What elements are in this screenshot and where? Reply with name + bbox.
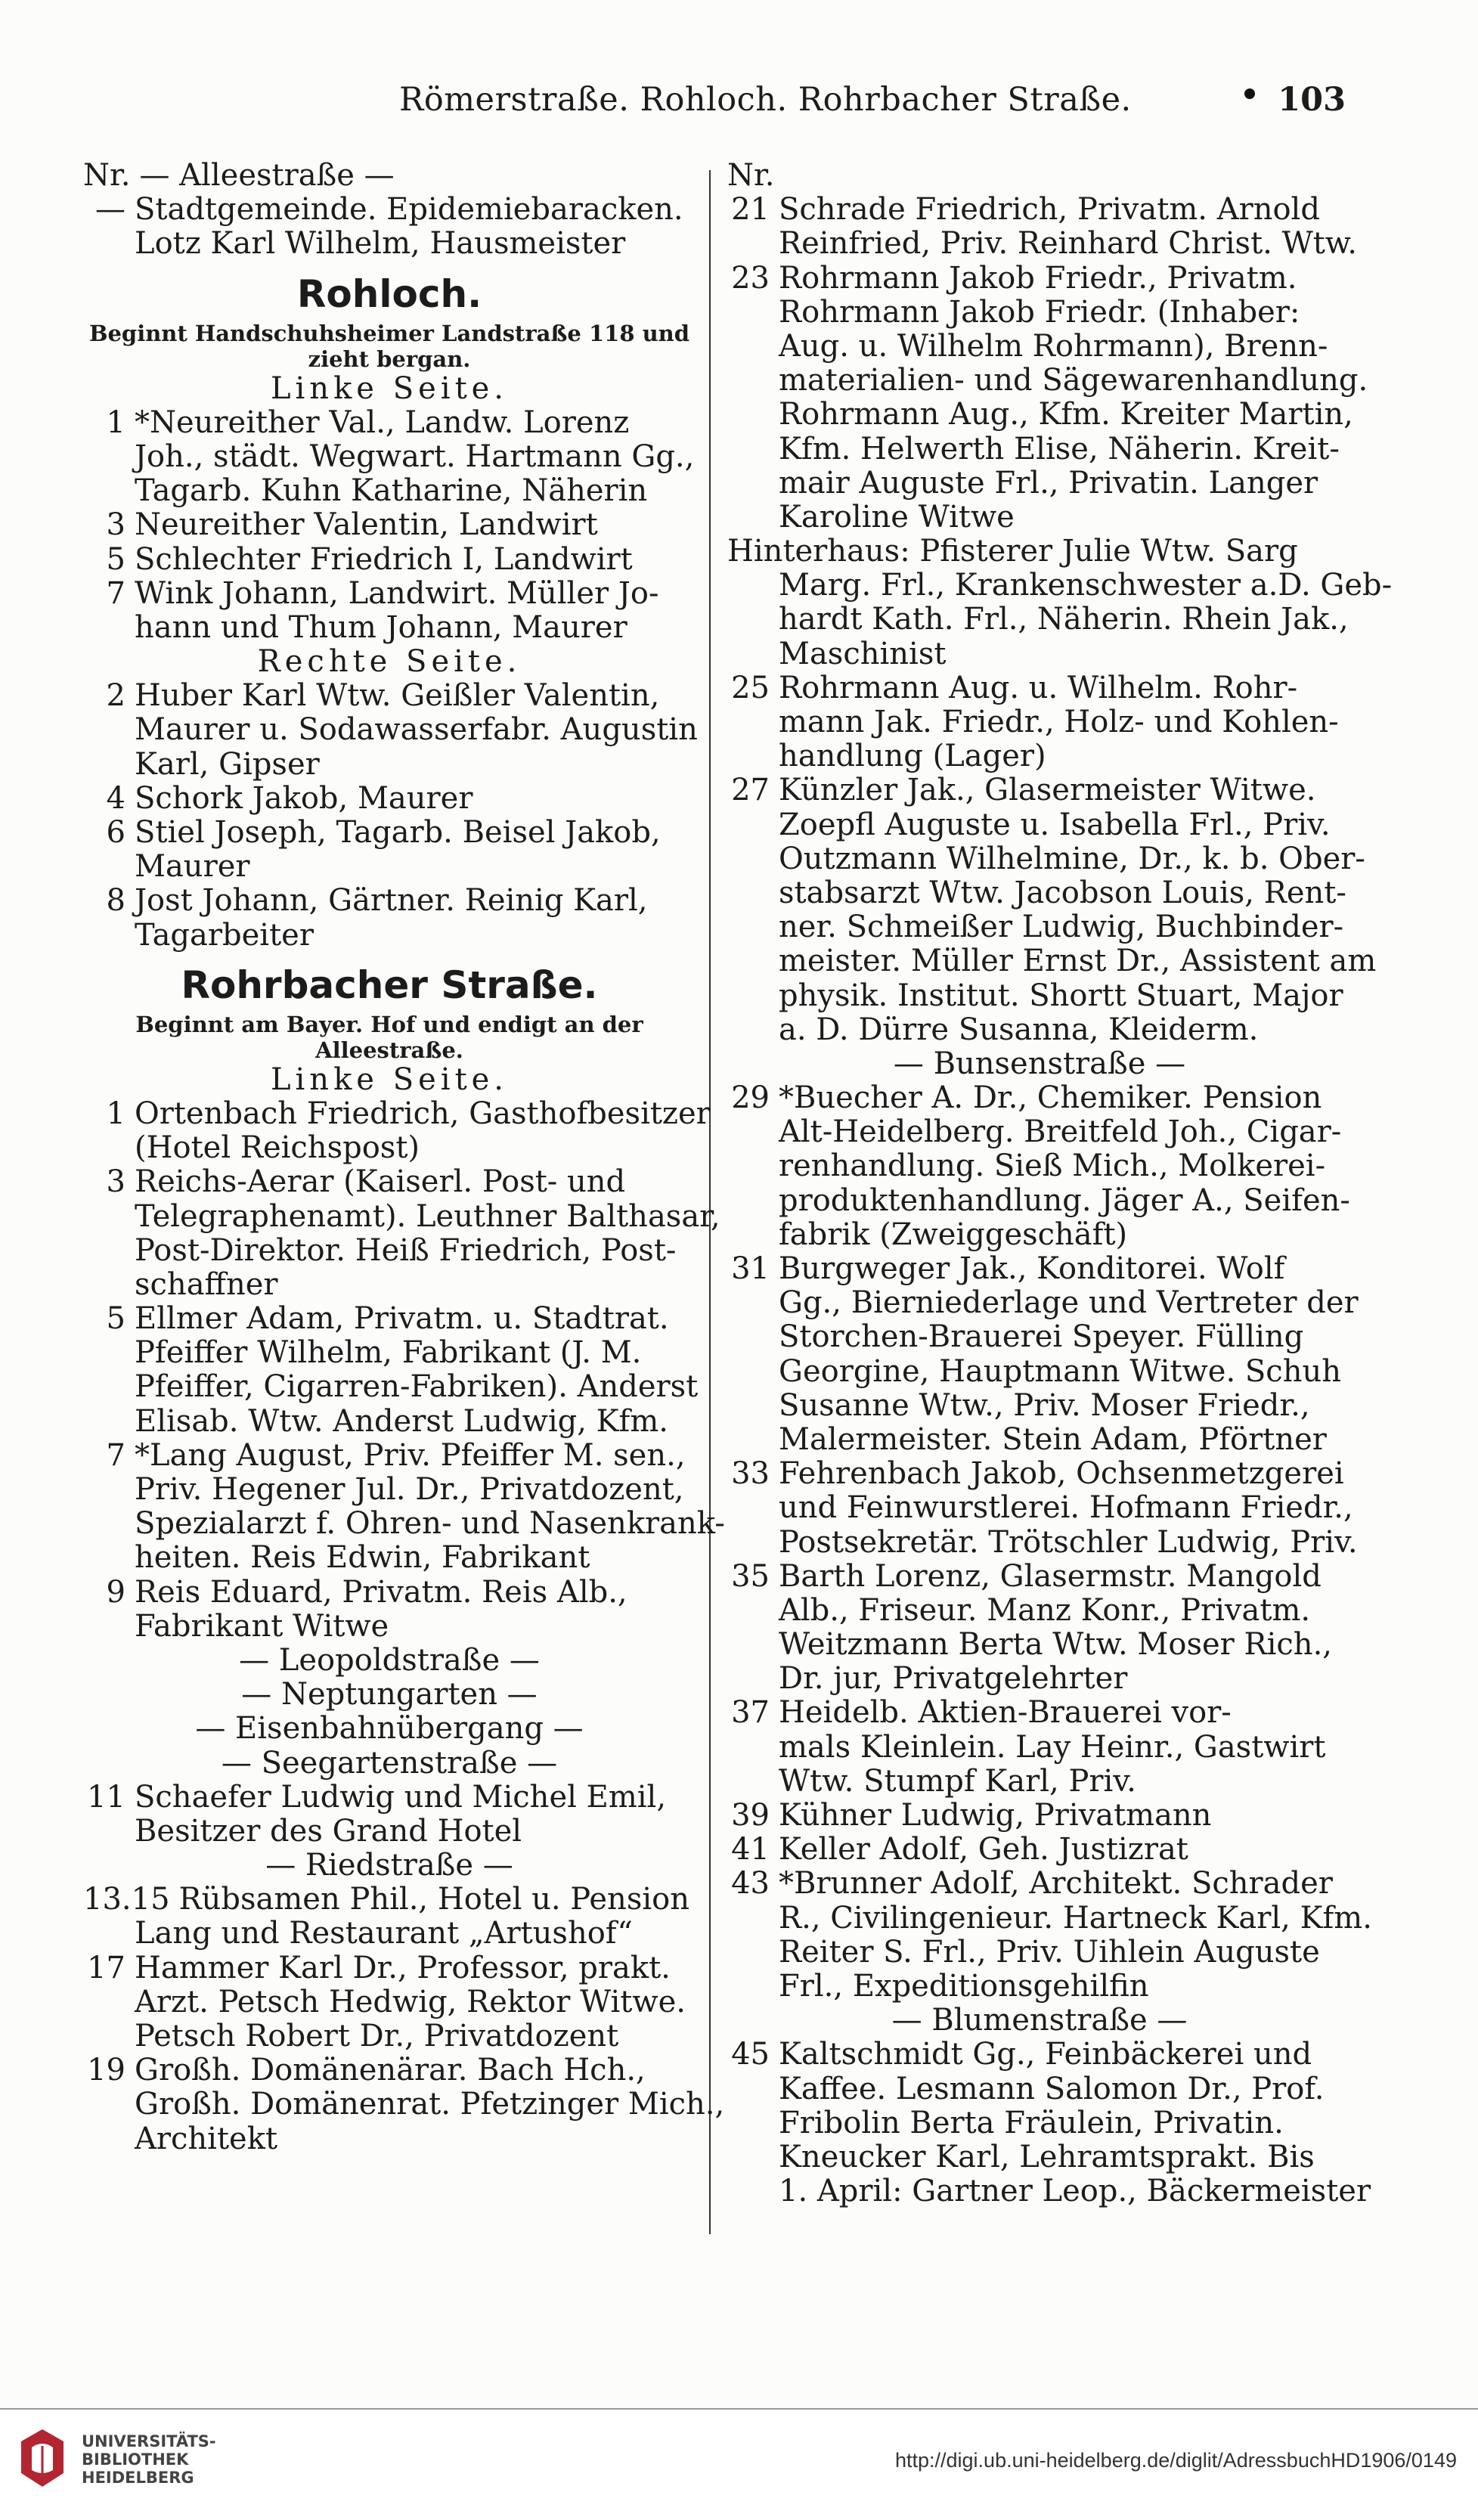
entry-text: physik. Institut. Shortt Stuart, Major	[779, 978, 1343, 1013]
entry-text: Joh., städt. Wegwart. Hartmann Gg.,	[135, 439, 695, 474]
entry-text: fabrik (Zweiggeschäft)	[779, 1217, 1128, 1252]
directory-entry-continuation	[727, 979, 1352, 1013]
directory-entry-continuation	[727, 1355, 1352, 1389]
entry-text: und Feinwurstlerei. Hofmann Friedr.,	[779, 1490, 1353, 1526]
entry-text: Maurer	[135, 849, 250, 885]
entry-text: Tagarbeiter	[135, 917, 314, 953]
directory-entry-continuation	[727, 466, 1352, 501]
directory-entry	[83, 543, 696, 577]
logo-line-3: HEIDELBERG	[82, 2469, 194, 2487]
entry-text: mann Jak. Friedr., Holz- und Kohlen-	[779, 705, 1339, 739]
directory-entry-continuation	[83, 1610, 696, 1644]
directory-entry-continuation	[727, 1524, 1358, 1560]
logo-text	[82, 2432, 216, 2487]
directory-entry-continuation	[727, 944, 1377, 979]
logo-line-1: UNIVERSITÄTS-	[82, 2432, 216, 2450]
directory-entry	[727, 1799, 1352, 1833]
directory-entry	[727, 1457, 1352, 1491]
directory-entry-continuation	[727, 876, 1352, 910]
entry-text: Fribolin Berta Fräulein, Privatin.	[779, 2105, 1284, 2140]
house-number: 3	[106, 1164, 125, 1200]
directory-entry-continuation	[83, 748, 696, 782]
directory-entry-continuation	[83, 2122, 696, 2156]
cross-street-marker	[83, 1712, 696, 1746]
entry-text: Marg. Frl., Krankenschwester a.D. Geb-	[779, 568, 1393, 603]
entry-text: Elisab. Wtw. Anderst Ludwig, Kfm.	[135, 1403, 668, 1439]
entry-text: Susanne Wtw., Priv. Moser Friedr.,	[779, 1387, 1310, 1423]
directory-entry-continuation	[83, 919, 696, 953]
directory-entry-continuation	[83, 2087, 725, 2122]
entry-text: (Hotel Reichspost)	[135, 1130, 420, 1166]
entry-text: *Buecher A. Dr., Chemiker. Pension	[779, 1080, 1322, 1116]
page-header	[68, 72, 1346, 125]
entry-text: Zoepfl Auguste u. Isabella Frl., Priv.	[779, 807, 1331, 842]
directory-entry	[83, 1576, 696, 1610]
entry-text: Reichs-Aerar (Kaiserl. Post- und	[135, 1164, 626, 1200]
entry-text: Huber Karl Wtw. Geißler Valentin,	[135, 678, 660, 714]
entry-text: mair Auguste Frl., Privatin. Langer	[779, 465, 1318, 501]
house-number: —	[95, 192, 125, 228]
house-number: 6	[106, 815, 125, 850]
directory-entry-continuation	[83, 474, 696, 508]
directory-entry-continuation	[727, 841, 1365, 876]
directory-entry-continuation	[727, 1662, 1352, 1696]
house-number: Nr.	[727, 158, 775, 193]
entry-text: stabsarzt Wtw. Jacobson Louis, Rent-	[779, 875, 1346, 910]
directory-entry	[83, 884, 696, 918]
entry-text: produktenhandlung. Jäger A., Seifen-	[779, 1183, 1350, 1218]
directory-entry-continuation	[727, 1320, 1352, 1354]
house-number: 7	[106, 1437, 125, 1473]
house-number: 4	[106, 780, 125, 816]
entry-text: Schaefer Ludwig und Michel Emil,	[135, 1779, 667, 1815]
house-number: 31	[731, 1251, 770, 1286]
side-heading-left-rohrbacher: Linke Seite.	[270, 1062, 509, 1097]
directory-entry	[727, 1560, 1352, 1594]
directory-entry	[83, 159, 696, 193]
entry-text: Heidelb. Aktien-Brauerei vor-	[779, 1695, 1232, 1731]
entry-text: Postsekretär. Trötschler Ludwig, Priv.	[779, 1524, 1358, 1560]
house-number: 9	[106, 1574, 125, 1610]
entry-text: Rohrmann Aug., Kfm. Kreiter Martin,	[779, 397, 1353, 432]
directory-entry	[727, 1867, 1352, 1901]
directory-entry-continuation	[727, 501, 1352, 535]
entry-text: Jost Johann, Gärtner. Reinig Karl,	[135, 883, 648, 919]
directory-entry-rear-building	[727, 535, 1352, 569]
entry-text: materialien- und Sägewarenhandlung.	[779, 363, 1368, 398]
directory-entry	[727, 262, 1352, 296]
cross-street-label: — Seegartenstraße —	[221, 1745, 558, 1781]
section-heading-rohrbacher: Rohrbacher Straße.	[181, 962, 598, 1007]
entry-text: Maurer u. Sodawasserfabr. Augustin	[135, 712, 698, 748]
house-number: 5	[106, 1301, 125, 1337]
directory-entry-continuation	[727, 1594, 1352, 1628]
directory-entry-continuation	[83, 440, 696, 474]
directory-entry-continuation	[83, 1506, 725, 1542]
entry-text: Fabrikant Witwe	[135, 1608, 389, 1644]
page-footer	[0, 2408, 1478, 2520]
house-number: 8	[106, 883, 125, 919]
entry-text: Kühner Ludwig, Privatmann	[779, 1798, 1212, 1833]
right-column	[727, 158, 1393, 2209]
directory-entry	[83, 782, 696, 816]
cross-street-marker	[83, 1849, 696, 1883]
cross-street-label: — Blumenstraße —	[891, 2003, 1188, 2038]
entry-text: *Brunner Adolf, Architekt. Schrader	[779, 1866, 1333, 1902]
entry-text: hardt Kath. Frl., Näherin. Rhein Jak.,	[779, 602, 1349, 637]
entry-text: Künzler Jak., Glasermeister Witwe.	[779, 773, 1316, 808]
cross-street-marker	[83, 1747, 696, 1781]
house-number: 2	[106, 678, 125, 714]
entry-text: Priv. Hegener Jul. Dr., Privatdozent,	[135, 1472, 684, 1507]
directory-entry	[83, 2054, 696, 2088]
entry-text: Karl, Gipser	[135, 746, 320, 782]
directory-entry-continuation	[83, 1815, 696, 1849]
directory-entry-continuation	[83, 1336, 696, 1370]
house-number: 35	[731, 1558, 770, 1594]
directory-entry	[83, 1951, 696, 1985]
directory-entry-continuation	[727, 1013, 1352, 1047]
entry-text: Storchen-Brauerei Speyer. Fülling	[779, 1319, 1304, 1355]
house-number: 19	[87, 2053, 125, 2088]
entry-text: Spezialarzt f. Ohren- und Nasenkrank-	[135, 1506, 725, 1542]
cross-street-marker	[83, 1644, 696, 1678]
directory-entry-continuation	[727, 330, 1352, 364]
entry-text: hann und Thum Johann, Maurer	[135, 609, 627, 645]
entry-text: Lotz Karl Wilhelm, Hausmeister	[135, 226, 626, 262]
entry-text: ner. Schmeißer Ludwig, Buchbinder-	[779, 910, 1344, 945]
entry-text: Barth Lorenz, Glasermstr. Mangold	[779, 1558, 1322, 1594]
house-number: 27	[731, 773, 770, 808]
entry-text: Georgine, Hauptmann Witwe. Schuh	[779, 1353, 1341, 1389]
entry-text: R., Civilingenieur. Hartneck Karl, Kfm.	[779, 1900, 1372, 1936]
directory-entry	[727, 159, 1352, 193]
cross-street-label: — Neptungarten —	[241, 1677, 538, 1713]
entry-text: Wink Johann, Landwirt. Müller Jo-	[135, 575, 659, 611]
entry-text: Outzmann Wilhelmine, Dr., k. b. Ober-	[779, 841, 1365, 876]
directory-entry	[727, 1696, 1352, 1730]
entry-text: Petsch Robert Dr., Privatdozent	[135, 2019, 619, 2054]
entry-text: Reinfried, Priv. Reinhard Christ. Wtw.	[779, 226, 1357, 262]
entry-text: Rübsamen Phil., Hotel u. Pension	[178, 1882, 689, 1917]
directory-entry-continuation	[727, 568, 1393, 603]
directory-entry-continuation	[727, 705, 1352, 739]
house-number: 23	[731, 260, 770, 296]
directory-entry	[727, 1833, 1352, 1867]
entry-text: Wtw. Stumpf Karl, Priv.	[779, 1763, 1136, 1799]
house-number: 5	[106, 541, 125, 577]
directory-entry-continuation	[727, 1285, 1359, 1321]
directory-entry-continuation	[83, 1473, 696, 1507]
section-intro-rohrbacher: Beginnt am Bayer. Hof und endigt an der Alleestraße.	[135, 1011, 643, 1063]
directory-entry-continuation	[727, 1936, 1352, 1970]
entry-text: Telegraphenamt). Leuthner Balthasar,	[135, 1198, 720, 1234]
logo-line-2: BIBLIOTHEK	[82, 2450, 189, 2469]
entry-text: Fehrenbach Jakob, Ochsenmetzgerei	[779, 1456, 1344, 1492]
directory-entry	[83, 193, 696, 227]
directory-entry-continuation	[83, 713, 696, 747]
house-number: 11	[87, 1779, 125, 1815]
house-number: 33	[731, 1456, 770, 1492]
directory-entry-continuation	[83, 1541, 696, 1575]
entry-text: Tagarb. Kuhn Katharine, Näherin	[135, 473, 648, 509]
side-heading-left: Linke Seite.	[270, 370, 509, 406]
house-number: 1	[106, 405, 125, 440]
entry-text: handlung (Lager)	[779, 739, 1046, 774]
directory-entry-continuation	[83, 1268, 696, 1302]
entry-text: Frl., Expeditionsgehilfin	[779, 1968, 1149, 2004]
entry-text: Hammer Karl Dr., Professor, prakt.	[135, 1950, 671, 1985]
directory-entry-continuation	[727, 2106, 1352, 2140]
entry-text: Alb., Friseur. Manz Konr., Privatm.	[779, 1592, 1311, 1628]
directory-entry-continuation	[83, 611, 696, 645]
directory-entry	[83, 679, 696, 713]
directory-entry-continuation	[727, 1765, 1352, 1799]
side-heading-right: Rechte Seite.	[257, 644, 522, 680]
directory-entry-continuation	[727, 296, 1352, 330]
house-number: 37	[731, 1695, 770, 1731]
house-number: 3	[106, 507, 125, 543]
directory-entry-continuation	[727, 1423, 1352, 1457]
cross-street-label: — Riedstraße —	[265, 1848, 513, 1883]
directory-entry	[83, 577, 696, 611]
cross-street-marker	[727, 1047, 1352, 1081]
entry-text: *Lang August, Priv. Pfeiffer M. sen.,	[135, 1437, 686, 1473]
entry-text: Aug. u. Wilhelm Rohrmann), Brenn-	[779, 328, 1328, 364]
house-number: 45	[731, 2037, 770, 2072]
entry-text: Lang und Restaurant „Artushof“	[135, 1916, 633, 1951]
directory-entry-continuation	[83, 1917, 696, 1951]
entry-text: Reiter S. Frl., Priv. Uihlein Auguste	[779, 1934, 1320, 1970]
university-library-logo	[17, 2426, 68, 2490]
entry-text: Arzt. Petsch Hedwig, Rektor Witwe.	[135, 1984, 686, 2019]
directory-entry-continuation	[83, 1985, 696, 2019]
entry-text: Pfeiffer Wilhelm, Fabrikant (J. M.	[135, 1335, 642, 1371]
directory-entry-continuation	[83, 850, 696, 884]
entry-text: a. D. Dürre Susanna, Kleiderm.	[779, 1012, 1259, 1047]
entry-text: Gg., Bierniederlage und Vertreter der	[779, 1285, 1359, 1321]
directory-entry-continuation	[83, 2019, 696, 2054]
left-column	[83, 158, 725, 2156]
directory-entry-continuation	[83, 1131, 696, 1165]
page-number: 103	[1278, 81, 1346, 119]
entry-text: Kneucker Karl, Lehramtsprakt. Bis	[779, 2139, 1315, 2174]
directory-entry-continuation	[727, 2140, 1352, 2174]
cross-street-label: — Eisenbahnübergang —	[195, 1711, 584, 1747]
directory-entry	[83, 1165, 696, 1199]
entry-text: — Alleestraße —	[139, 158, 395, 193]
directory-entry-continuation	[727, 1970, 1352, 2004]
directory-entry	[83, 1439, 696, 1473]
entry-text: Architekt	[135, 2121, 278, 2156]
directory-entry	[727, 773, 1352, 807]
house-number: Nr.	[83, 158, 131, 193]
cross-street-label: — Leopoldstraße —	[239, 1642, 540, 1678]
directory-entry-continuation	[727, 1900, 1372, 1936]
entry-text: renhandlung. Sieß Mich., Molkerei-	[779, 1148, 1326, 1184]
house-number: 13.15	[83, 1882, 170, 1917]
directory-entry	[83, 1302, 696, 1336]
cross-street-marker	[83, 1678, 696, 1712]
directory-entry	[83, 406, 696, 440]
entry-text: Schork Jakob, Maurer	[135, 780, 473, 816]
entry-text: Neureither Valentin, Landwirt	[135, 507, 598, 543]
directory-entry-continuation	[727, 603, 1352, 637]
entry-text: Stiel Joseph, Tagarb. Beisel Jakob,	[135, 815, 661, 850]
directory-entry-continuation	[83, 1234, 696, 1268]
directory-entry-continuation	[727, 637, 1352, 671]
entry-text: Kaffee. Lesmann Salomon Dr., Prof.	[779, 2071, 1325, 2106]
entry-text: schaffner	[135, 1266, 278, 1302]
entry-text: Ortenbach Friedrich, Gasthofbesitzer	[135, 1096, 711, 1131]
ink-dot	[1244, 88, 1255, 99]
entry-text: Malermeister. Stein Adam, Pförtner	[779, 1421, 1327, 1457]
directory-entry	[83, 1781, 696, 1815]
directory-entry-continuation	[83, 1369, 699, 1405]
directory-entry	[727, 1081, 1352, 1115]
house-number: 43	[731, 1866, 770, 1902]
directory-entry	[83, 1096, 711, 1131]
directory-entry-continuation	[727, 1389, 1352, 1423]
entry-text: heiten. Reis Edwin, Fabrikant	[135, 1540, 590, 1576]
house-number: 39	[731, 1798, 770, 1833]
house-number: 17	[87, 1950, 125, 1985]
directory-entry-continuation	[727, 1184, 1352, 1218]
directory-entry-continuation	[83, 1198, 720, 1234]
directory-entry	[727, 193, 1352, 227]
directory-entry-continuation	[727, 808, 1352, 842]
directory-entry-continuation	[727, 910, 1352, 944]
house-number: 21	[731, 192, 770, 228]
directory-entry-continuation	[727, 432, 1352, 466]
source-url-link[interactable]: http://digi.ub.uni-heidelberg.de/diglit/AdressbuchHD1906/0149	[894, 2449, 1457, 2472]
entry-text: Weitzmann Berta Wtw. Moser Rich.,	[779, 1627, 1332, 1663]
entry-text: meister. Müller Ernst Dr., Assistent am	[779, 944, 1377, 979]
entry-text: Dr. jur, Privatgelehrter	[779, 1661, 1128, 1697]
entry-text: Alt-Heidelberg. Breitfeld Joh., Cigar-	[779, 1114, 1342, 1150]
directory-entry	[83, 508, 696, 542]
cross-street-label: — Bunsenstraße —	[893, 1046, 1186, 1081]
entry-text: Kfm. Helwerth Elise, Näherin. Kreit-	[779, 431, 1340, 466]
entry-text: Rohrmann Jakob Friedr. (Inhaber:	[779, 294, 1300, 330]
house-number: 29	[731, 1080, 770, 1116]
directory-entry	[727, 671, 1352, 705]
section-heading-rohloch: Rohloch.	[296, 271, 482, 316]
entry-text: Rohrmann Aug. u. Wilhelm. Rohr-	[779, 670, 1298, 705]
entry-text: Schrade Friedrich, Privatm. Arnold	[779, 192, 1320, 228]
entry-text: mals Kleinlein. Lay Heinr., Gastwirt	[779, 1729, 1326, 1765]
directory-entry-continuation	[83, 227, 696, 261]
entry-text: Ellmer Adam, Privatm. u. Stadtrat.	[135, 1301, 669, 1337]
entry-text: Großh. Domänenrat. Pfetzinger Mich.,	[135, 2087, 725, 2122]
directory-entry-continuation	[727, 2072, 1352, 2106]
directory-entry-continuation	[727, 363, 1368, 398]
directory-entry-continuation	[727, 2174, 1371, 2209]
house-number: 41	[731, 1832, 770, 1868]
directory-entry-continuation	[727, 1491, 1352, 1525]
entry-text: Hinterhaus: Pfisterer Julie Wtw. Sarg	[727, 534, 1298, 569]
entry-text: Karoline Witwe	[779, 499, 1015, 535]
directory-entry-continuation	[727, 226, 1357, 262]
directory-entry	[83, 1883, 696, 1917]
directory-entry	[727, 1252, 1352, 1286]
entry-text: Post-Direktor. Heiß Friedrich, Post-	[135, 1232, 677, 1268]
directory-entry	[83, 816, 696, 850]
directory-entry-continuation	[727, 739, 1352, 773]
page-title: Römerstraße. Rohloch. Rohrbacher Straße.	[399, 81, 1132, 119]
directory-entry-continuation	[727, 1115, 1352, 1149]
cross-street-marker	[727, 2004, 1352, 2038]
entry-text: Kaltschmidt Gg., Feinbäckerei und	[779, 2037, 1312, 2072]
directory-entry-continuation	[727, 1628, 1352, 1662]
entry-text: *Neureither Val., Landw. Lorenz	[135, 405, 630, 440]
entry-text: Burgweger Jak., Konditorei. Wolf	[779, 1251, 1285, 1286]
house-number: 1	[106, 1096, 125, 1131]
directory-entry-continuation	[83, 1405, 696, 1439]
entry-text: Besitzer des Grand Hotel	[135, 1813, 522, 1849]
entry-text: Pfeiffer, Cigarren-Fabriken). Anderst	[135, 1369, 699, 1405]
entry-text: Stadtgemeinde. Epidemiebaracken.	[135, 192, 683, 228]
entry-text: Maschinist	[779, 636, 947, 671]
entry-text: Großh. Domänenärar. Bach Hch.,	[135, 2053, 646, 2088]
entry-text: 1. April: Gartner Leop., Bäckermeister	[779, 2174, 1371, 2209]
entry-text: Schlechter Friedrich I, Landwirt	[135, 541, 633, 577]
directory-entry-continuation	[727, 1218, 1352, 1252]
section-intro-rohloch: Beginnt Handschuhsheimer Landstraße 118 und zieht bergan.	[88, 320, 690, 372]
entry-text: Keller Adolf, Geh. Justizrat	[779, 1832, 1188, 1868]
directory-entry-continuation	[727, 1149, 1352, 1183]
entry-text: Rohrmann Jakob Friedr., Privatm.	[779, 260, 1297, 296]
house-number: 7	[106, 575, 125, 611]
directory-entry-continuation	[727, 398, 1352, 432]
entry-text: Reis Eduard, Privatm. Reis Alb.,	[135, 1574, 627, 1610]
directory-entry-continuation	[727, 1731, 1352, 1765]
house-number: 25	[731, 670, 770, 705]
directory-entry	[727, 2038, 1352, 2072]
